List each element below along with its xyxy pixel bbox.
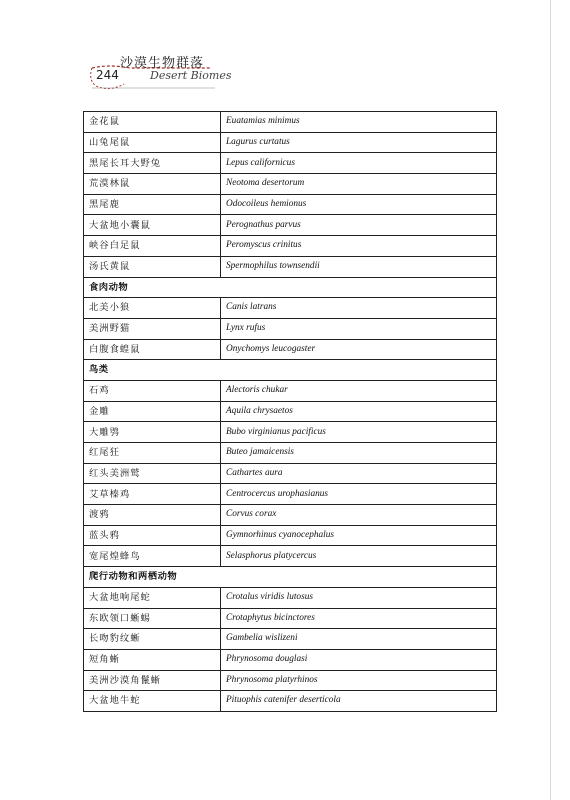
latin-name-cell: Phrynosoma douglasi: [221, 649, 497, 670]
table-row: [84, 153, 497, 174]
latin-name-cell: Centrocercus urophasianus: [221, 484, 497, 505]
chinese-name-cell: 石鸡: [84, 380, 221, 401]
chinese-name-cell: 金雕: [84, 401, 221, 422]
latin-name-cell: Crotaphytus bicinctores: [221, 608, 497, 629]
latin-name-cell: Buteo jamaicensis: [221, 443, 497, 464]
chinese-name-cell: 黑尾长耳大野兔: [84, 153, 221, 174]
chinese-name-cell: 北美小狼: [84, 298, 221, 319]
table-row: [84, 236, 497, 257]
table-row: [84, 422, 497, 443]
latin-name-cell: Gambelia wislizeni: [221, 629, 497, 650]
book-title: 沙漠生物群落: [120, 56, 205, 71]
table-row: [84, 629, 497, 650]
chinese-name-cell: 美洲野猫: [84, 318, 221, 339]
table-row: [84, 132, 497, 153]
latin-name-cell: Bubo virginianus pacificus: [221, 422, 497, 443]
latin-name-cell: Lynx rufus: [221, 318, 497, 339]
section-title: 鸟类: [84, 360, 497, 381]
table-row: [84, 339, 497, 360]
chinese-name-cell: 宽尾煌蜂鸟: [84, 546, 221, 567]
table-row: [84, 380, 497, 401]
chinese-name-cell: 大盆地小囊鼠: [84, 215, 221, 236]
table-row: [84, 484, 497, 505]
latin-name-cell: Lepus californicus: [221, 153, 497, 174]
chinese-name-cell: 蓝头鸦: [84, 525, 221, 546]
table-row: [84, 691, 497, 712]
latin-name-cell: Selasphorus platycercus: [221, 546, 497, 567]
latin-name-cell: Euatamias minimus: [221, 112, 497, 133]
chinese-name-cell: 黑尾鹿: [84, 194, 221, 215]
latin-name-cell: Lagurus curtatus: [221, 132, 497, 153]
chinese-name-cell: 大盆地牛蛇: [84, 691, 221, 712]
chinese-name-cell: 红头美洲鹫: [84, 463, 221, 484]
chinese-name-cell: 山兔尾鼠: [84, 132, 221, 153]
table-row: [84, 608, 497, 629]
section-header-row: [84, 360, 497, 381]
table-row: [84, 194, 497, 215]
latin-name-cell: Alectoris chukar: [221, 380, 497, 401]
table-row: [84, 256, 497, 277]
latin-name-cell: Neotoma desertorum: [221, 174, 497, 195]
latin-name-cell: Onychomys leucogaster: [221, 339, 497, 360]
table-row: [84, 174, 497, 195]
chinese-name-cell: 峡谷白足鼠: [84, 236, 221, 257]
latin-name-cell: Spermophilus townsendii: [221, 256, 497, 277]
chinese-name-cell: 艾草榛鸡: [84, 484, 221, 505]
table-row: [84, 463, 497, 484]
chinese-name-cell: 大雕鸮: [84, 422, 221, 443]
latin-name-cell: Cathartes aura: [221, 463, 497, 484]
chinese-name-cell: 美洲沙漠角鬣蜥: [84, 670, 221, 691]
table-row: [84, 215, 497, 236]
latin-name-cell: Odocoileus hemionus: [221, 194, 497, 215]
chinese-name-cell: 渡鸦: [84, 505, 221, 526]
chinese-name-cell: 汤氏黄鼠: [84, 256, 221, 277]
table-row: [84, 443, 497, 464]
chinese-name-cell: 白腹食蝗鼠: [84, 339, 221, 360]
chinese-name-cell: 大盆地响尾蛇: [84, 587, 221, 608]
table-row: [84, 587, 497, 608]
latin-name-cell: Aquila chrysaetos: [221, 401, 497, 422]
chinese-name-cell: 短角蜥: [84, 649, 221, 670]
chinese-name-cell: 金花鼠: [84, 112, 221, 133]
section-header-row: [84, 567, 497, 588]
table-row: [84, 112, 497, 133]
table-row: [84, 546, 497, 567]
page-edge-line: [550, 0, 551, 800]
table-row: [84, 505, 497, 526]
species-table-body: [84, 112, 497, 712]
table-row: [84, 649, 497, 670]
latin-name-cell: Peromyscus crinitus: [221, 236, 497, 257]
table-row: [84, 318, 497, 339]
section-title: 爬行动物和两栖动物: [84, 567, 497, 588]
chinese-name-cell: 东欧领口蜥蜴: [84, 608, 221, 629]
latin-name-cell: Gymnorhinus cyanocephalus: [221, 525, 497, 546]
section-header-row: [84, 277, 497, 298]
chinese-name-cell: 荒漠林鼠: [84, 174, 221, 195]
page-number: 244: [96, 68, 119, 82]
latin-name-cell: Phrynosoma platyrhinos: [221, 670, 497, 691]
table-row: [84, 670, 497, 691]
latin-name-cell: Canis latrans: [221, 298, 497, 319]
chinese-name-cell: 长吻豹纹蜥: [84, 629, 221, 650]
latin-name-cell: Crotalus viridis lutosus: [221, 587, 497, 608]
header-ornament: [0, 0, 570, 100]
page-header: [0, 0, 570, 100]
table-row: [84, 298, 497, 319]
species-table: [83, 111, 497, 712]
table-row: [84, 525, 497, 546]
latin-name-cell: Corvus corax: [221, 505, 497, 526]
table-row: [84, 401, 497, 422]
chinese-name-cell: 红尾狂: [84, 443, 221, 464]
section-title: 食肉动物: [84, 277, 497, 298]
latin-name-cell: Perognathus parvus: [221, 215, 497, 236]
latin-name-cell: Pituophis catenifer deserticola: [221, 691, 497, 712]
book-subtitle: Desert Biomes: [150, 69, 232, 82]
